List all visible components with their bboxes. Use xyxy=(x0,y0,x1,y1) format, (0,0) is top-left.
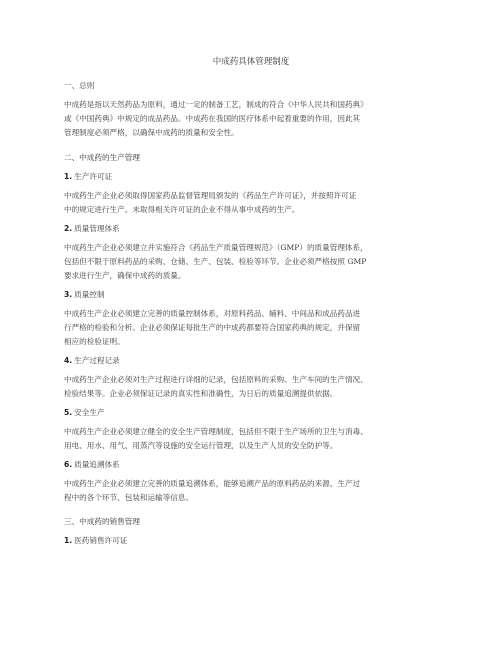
paragraph-line: 程中的各个环节、包装和运输等信息。 xyxy=(64,493,194,502)
subsection-heading xyxy=(64,355,120,366)
paragraph-line: 检验结果等。企业必须保证记录的真实性和准确性，为日后的质量追溯提供依据。 xyxy=(64,389,338,398)
subsection-heading xyxy=(64,535,127,546)
subsection-number: 6. xyxy=(64,460,73,469)
subsection-heading xyxy=(64,459,120,470)
subsection-number: 3. xyxy=(64,290,73,299)
paragraph-line: 要求进行生产，确保中成药的质量。 xyxy=(64,271,186,280)
paragraph-line: 中成药生产企业必须取得国家药品监督管理局颁发的《药品生产许可证》，并按照许可证 xyxy=(64,191,357,200)
paragraph-line: 或《中国药典》中规定的成品药品。中成药在我国的医疗体系中起着重要的作用，因此其 xyxy=(64,114,361,123)
paragraph-line: 中成药生产企业必须建立健全的安全生产管理制度，包括但不限于生产场所的卫生与消毒、 xyxy=(64,427,368,436)
paragraph-line: 行严格的检验和分析。企业必须保证每批生产的中成药都要符合国家药典的规定，并保留 xyxy=(64,323,361,332)
paragraph-line: 中的规定进行生产。未取得相关许可证的企业不得从事中成药的生产。 xyxy=(64,205,300,214)
paragraph-line: 中成药生产企业必须建立完善的质量控制体系，对原料药品、辅料、中间品和成品药品进 xyxy=(64,309,361,318)
subsection-title: 医药销售许可证 xyxy=(74,536,128,545)
subsection-number: 1. xyxy=(64,536,73,545)
paragraph-line: 中成药生产企业必须建立并实施符合《药品生产质量管理规范》（GMP）的质量管理体系， xyxy=(64,243,368,252)
subsection-title: 安全生产 xyxy=(74,408,105,417)
subsection-title: 生产过程记录 xyxy=(74,356,120,365)
document-title: 中成药具体管理制度 xyxy=(212,57,290,67)
section-heading-production: 二、中成药的生产管理 xyxy=(64,153,140,162)
paragraph-line: 中成药生产企业必须建立完善的质量追溯体系，能够追溯产品的原料药品的来源、生产过 xyxy=(64,479,361,488)
subsection-title: 生产许可证 xyxy=(74,172,113,181)
subsection-heading xyxy=(64,407,105,418)
subsection-title: 质量管理体系 xyxy=(74,224,120,233)
subsection-number: 2. xyxy=(64,224,73,233)
subsection-title: 质量追溯体系 xyxy=(74,460,120,469)
paragraph-line: 用电、用水、用气、用蒸汽等设施的安全运行管理，以及生产人员的安全防护等。 xyxy=(64,441,338,450)
section-heading-sales: 三、中成药的销售管理 xyxy=(64,517,140,526)
subsection-title: 质量控制 xyxy=(74,290,105,299)
subsection-number: 1. xyxy=(64,172,73,181)
paragraph-line: 管理制度必须严格，以确保中成药的质量和安全性。 xyxy=(64,128,239,137)
paragraph-line: 中成药生产企业必须对生产过程进行详细的记录，包括原料的采购、生产车间的生产情况、 xyxy=(64,375,368,384)
paragraph-line: 包括但不限于原料药品的采购、仓储、生产、包装、检验等环节。企业必须严格按照 GMP xyxy=(64,257,367,266)
subsection-number: 4. xyxy=(64,356,73,365)
paragraph-line: 中成药是指以天然药品为原料，通过一定的制备工艺，制成的符合《中华人民共和国药典》 xyxy=(64,100,368,109)
paragraph-line: 相应的检验证明。 xyxy=(64,337,125,346)
subsection-heading xyxy=(64,171,112,182)
subsection-number: 5. xyxy=(64,408,73,417)
section-heading-general: 一、总则 xyxy=(64,81,95,90)
subsection-heading xyxy=(64,223,120,234)
subsection-heading xyxy=(64,289,105,300)
